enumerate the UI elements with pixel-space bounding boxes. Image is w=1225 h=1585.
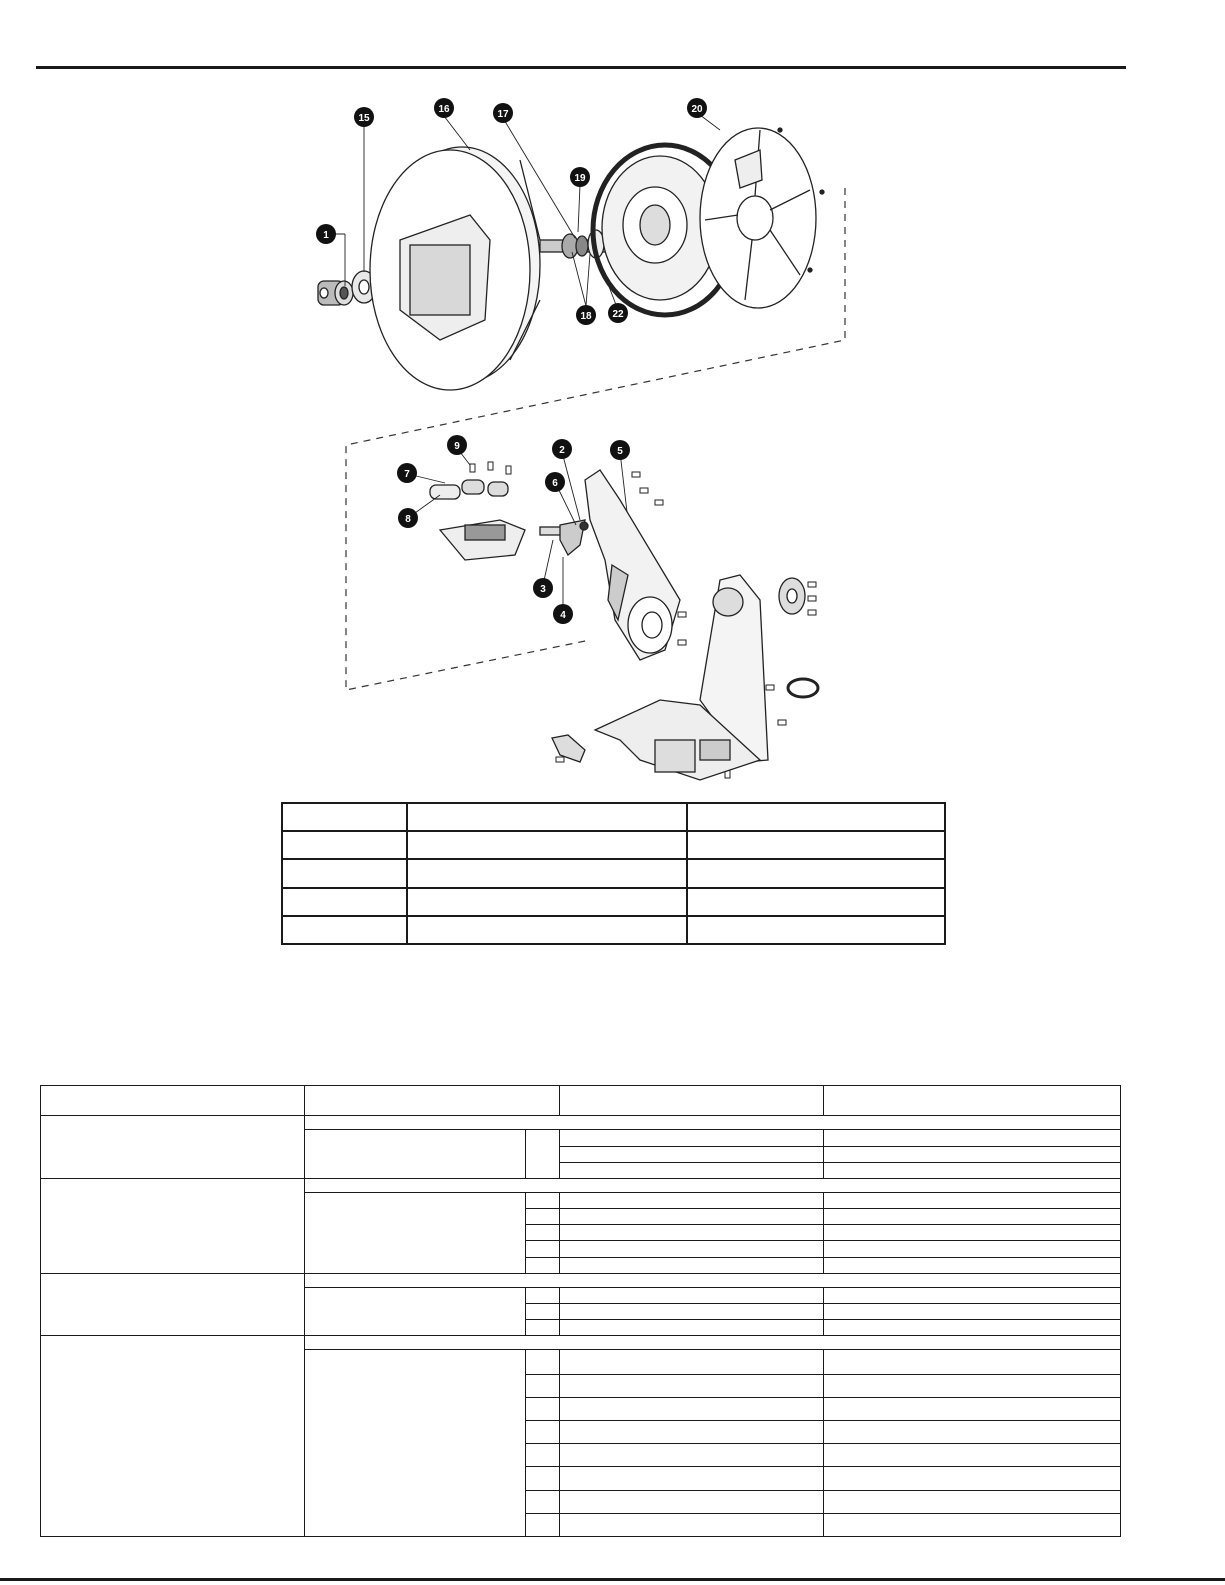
svg-text:15: 15: [358, 113, 370, 124]
table-row: [282, 888, 945, 916]
callout-16: [434, 98, 454, 118]
small-parts-table: [281, 802, 946, 945]
table-row: [41, 1336, 1121, 1350]
table-row: [41, 1116, 1121, 1130]
callout-1: [316, 224, 336, 244]
callout-20: [687, 98, 707, 118]
callout-22: [608, 303, 628, 323]
callout-8: [398, 508, 418, 528]
svg-text:19: 19: [574, 173, 586, 184]
table-row: [282, 831, 945, 859]
table-row: [282, 916, 945, 944]
callout-17: [493, 103, 513, 123]
part-arm: [585, 470, 680, 660]
svg-text:4: 4: [560, 610, 566, 621]
callout-5: [610, 440, 630, 460]
part-latch: [540, 520, 588, 555]
svg-text:3: 3: [540, 584, 546, 595]
svg-text:16: 16: [438, 104, 450, 115]
exploded-parts-diagram: [0, 90, 1225, 790]
svg-text:18: 18: [580, 311, 592, 322]
svg-text:22: 22: [612, 309, 624, 320]
callout-18: [576, 305, 596, 325]
svg-text:1: 1: [323, 230, 329, 241]
svg-text:17: 17: [497, 109, 509, 120]
table-row: [41, 1178, 1121, 1192]
callout-19: [570, 167, 590, 187]
callout-4: [553, 604, 573, 624]
table-row: [41, 1273, 1121, 1287]
svg-text:8: 8: [405, 514, 411, 525]
parts-list-table: [40, 1085, 1121, 1537]
svg-text:20: 20: [691, 104, 703, 115]
bottom-rule: [0, 1578, 1225, 1581]
table-row: [282, 859, 945, 887]
svg-text:6: 6: [552, 478, 558, 489]
callout-7: [397, 463, 417, 483]
part-collar: [318, 281, 353, 305]
part-flange: [779, 578, 805, 614]
callout-3: [533, 578, 553, 598]
part-oring: [788, 679, 818, 697]
table-row: [282, 803, 945, 831]
callout-2: [552, 439, 572, 459]
table-header-row: [41, 1086, 1121, 1116]
callout-9: [447, 435, 467, 455]
part-drum: [370, 147, 540, 390]
top-rule: [36, 66, 1126, 69]
svg-text:2: 2: [559, 445, 565, 456]
callout-6: [545, 472, 565, 492]
part-bracket: [430, 480, 525, 560]
svg-text:7: 7: [404, 469, 410, 480]
part-cover: [700, 128, 824, 308]
svg-text:9: 9: [454, 441, 460, 452]
svg-text:5: 5: [617, 446, 623, 457]
callout-15: [354, 107, 374, 127]
